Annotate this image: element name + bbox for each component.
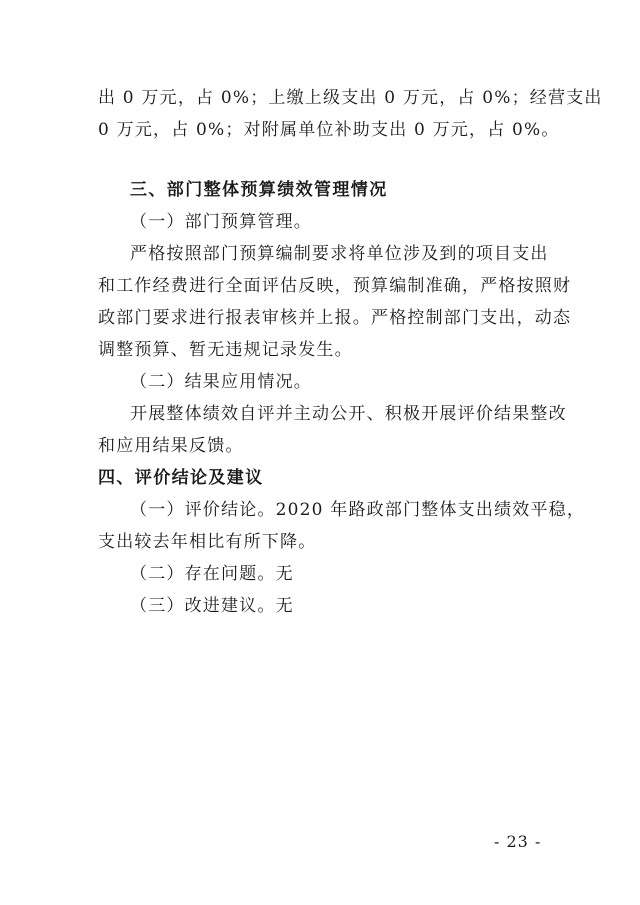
body-text-line: 和应用结果反馈。 [98,436,244,456]
body-text-line: 支出较去年相比有所下降。 [98,532,317,552]
body-text-line: 严格按照部门预算编制要求将单位涉及到的项目支出 [130,244,549,264]
section-heading: 三、部门整体预算绩效管理情况 [130,180,388,200]
body-text-line: 和工作经费进行全面评估反映，预算编制准确，严格按照财 [98,276,572,296]
body-text-line: （三）改进建议。无 [130,596,294,616]
body-text-line: （一）评价结论。2020 年路政部门整体支出绩效平稳， [130,500,586,520]
body-text-line: 出 0 万元，占 0%；上缴上级支出 0 万元，占 0%；经营支出 [98,88,603,108]
body-text-line: 0 万元，占 0%；对附属单位补助支出 0 万元，占 0%。 [98,120,560,140]
body-text-line: （二）存在问题。无 [130,564,294,584]
subsection-heading: （一）部门预算管理。 [130,212,312,232]
body-text-line: 调整预算、暂无违规记录发生。 [98,340,353,360]
subsection-heading: （二）结果应用情况。 [130,372,312,392]
page-number: - 23 - [494,832,542,851]
body-text-line: 政部门要求进行报表审核并上报。严格控制部门支出，动态 [98,308,572,328]
body-text-line: 开展整体绩效自评并主动公开、积极开展评价结果整改 [130,404,567,424]
section-heading: 四、评价结论及建议 [98,468,264,488]
